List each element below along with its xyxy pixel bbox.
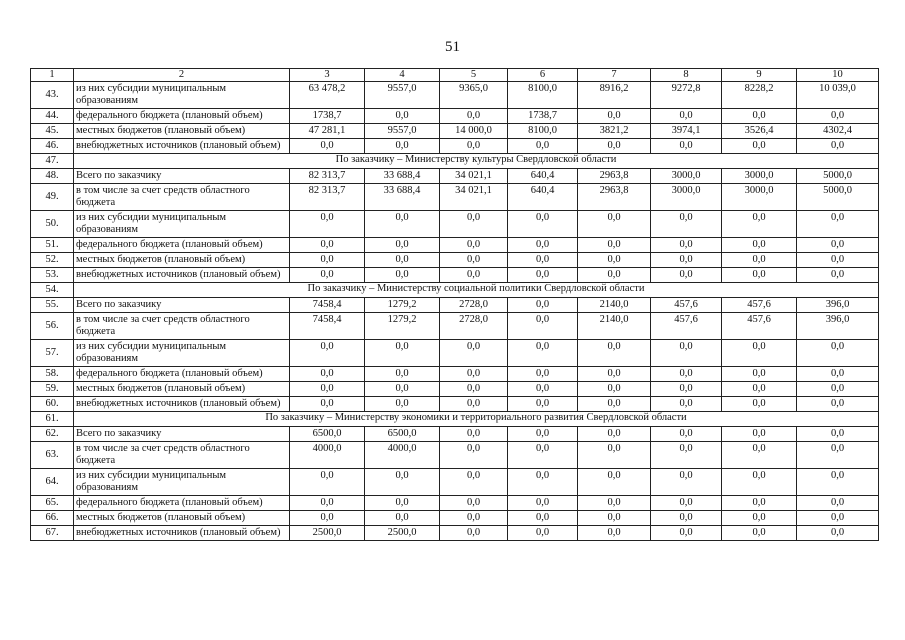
value-cell: 0,0 [578,253,651,268]
section-title: По заказчику – Министерству социальной политики Свердловской области [74,283,879,298]
row-label: внебюджетных источников (плановый объем) [74,268,290,283]
value-cell: 0,0 [508,397,578,412]
row-number: 44. [31,109,74,124]
row-label: местных бюджетов (плановый объем) [74,511,290,526]
value-cell: 33 688,4 [365,184,440,211]
value-cell: 0,0 [440,427,508,442]
value-cell: 0,0 [651,469,722,496]
value-cell: 0,0 [722,340,797,367]
value-cell: 0,0 [651,340,722,367]
value-cell: 0,0 [508,139,578,154]
value-cell: 0,0 [578,367,651,382]
value-cell: 0,0 [290,253,365,268]
value-cell: 2140,0 [578,313,651,340]
row-number: 57. [31,340,74,367]
row-label: федерального бюджета (плановый объем) [74,367,290,382]
table-row [31,313,879,340]
section-title: По заказчику – Министерству экономики и территориального развития Свердловской области [74,412,879,427]
row-label: федерального бюджета (плановый объем) [74,109,290,124]
row-number: 52. [31,253,74,268]
row-label: Всего по заказчику [74,427,290,442]
value-cell: 0,0 [578,268,651,283]
column-number: 10 [797,69,879,82]
value-cell: 0,0 [440,238,508,253]
value-cell: 4302,4 [797,124,879,139]
column-number: 8 [651,69,722,82]
value-cell: 3000,0 [651,184,722,211]
value-cell: 0,0 [440,268,508,283]
table-row [31,82,879,109]
row-number: 61. [31,412,74,427]
row-label: в том числе за счет средств областного бюджета [74,442,290,469]
value-cell: 396,0 [797,298,879,313]
value-cell: 0,0 [440,442,508,469]
value-cell: 8100,0 [508,124,578,139]
value-cell: 0,0 [508,367,578,382]
value-cell: 6500,0 [290,427,365,442]
row-number: 55. [31,298,74,313]
value-cell: 0,0 [651,238,722,253]
row-label: местных бюджетов (плановый объем) [74,253,290,268]
value-cell: 0,0 [651,526,722,541]
row-number: 50. [31,211,74,238]
value-cell: 9272,8 [651,82,722,109]
value-cell: 0,0 [290,211,365,238]
value-cell: 2963,8 [578,169,651,184]
value-cell: 0,0 [722,397,797,412]
table-row [31,367,879,382]
value-cell: 0,0 [290,511,365,526]
value-cell: 0,0 [440,526,508,541]
table-row [31,340,879,367]
value-cell: 0,0 [508,442,578,469]
value-cell: 0,0 [578,109,651,124]
value-cell: 34 021,1 [440,169,508,184]
table-row [31,469,879,496]
value-cell: 0,0 [722,268,797,283]
value-cell: 0,0 [290,340,365,367]
value-cell: 0,0 [440,469,508,496]
value-cell: 82 313,7 [290,184,365,211]
value-cell: 0,0 [508,526,578,541]
value-cell: 0,0 [508,268,578,283]
section-row [31,412,879,427]
value-cell: 0,0 [578,427,651,442]
table-row [31,526,879,541]
row-number: 56. [31,313,74,340]
value-cell: 0,0 [290,397,365,412]
value-cell: 2500,0 [365,526,440,541]
row-label: внебюджетных источников (плановый объем) [74,526,290,541]
table-row [31,109,879,124]
row-label: из них субсидии муниципальным образованиям [74,82,290,109]
value-cell: 7458,4 [290,313,365,340]
value-cell: 0,0 [578,139,651,154]
value-cell: 0,0 [797,139,879,154]
row-number: 67. [31,526,74,541]
value-cell: 6500,0 [365,427,440,442]
value-cell: 82 313,7 [290,169,365,184]
value-cell: 0,0 [578,511,651,526]
row-number: 51. [31,238,74,253]
value-cell: 0,0 [365,397,440,412]
value-cell: 1279,2 [365,313,440,340]
value-cell: 396,0 [797,313,879,340]
value-cell: 0,0 [440,211,508,238]
value-cell: 0,0 [508,511,578,526]
column-number: 5 [440,69,508,82]
value-cell: 0,0 [722,139,797,154]
table-row [31,397,879,412]
value-cell: 0,0 [508,238,578,253]
value-cell: 0,0 [578,238,651,253]
value-cell: 0,0 [290,367,365,382]
value-cell: 0,0 [797,211,879,238]
value-cell: 47 281,1 [290,124,365,139]
table-row [31,253,879,268]
value-cell: 0,0 [290,238,365,253]
value-cell: 0,0 [578,442,651,469]
row-label: Всего по заказчику [74,298,290,313]
value-cell: 457,6 [651,298,722,313]
value-cell: 0,0 [722,526,797,541]
column-number: 4 [365,69,440,82]
value-cell: 0,0 [578,340,651,367]
value-cell: 0,0 [508,496,578,511]
value-cell: 3974,1 [651,124,722,139]
value-cell: 0,0 [365,340,440,367]
value-cell: 0,0 [651,427,722,442]
value-cell: 0,0 [290,382,365,397]
value-cell: 5000,0 [797,169,879,184]
value-cell: 0,0 [722,367,797,382]
value-cell: 0,0 [722,442,797,469]
page-number: 51 [445,39,460,55]
value-cell: 0,0 [365,496,440,511]
row-label: из них субсидии муниципальным образованиям [74,211,290,238]
value-cell: 8228,2 [722,82,797,109]
row-label: местных бюджетов (плановый объем) [74,124,290,139]
table-row [31,238,879,253]
value-cell: 640,4 [508,169,578,184]
value-cell: 0,0 [722,211,797,238]
value-cell: 0,0 [508,211,578,238]
row-label: в том числе за счет средств областного бюджета [74,184,290,211]
value-cell: 0,0 [722,511,797,526]
table-row [31,442,879,469]
value-cell: 0,0 [722,109,797,124]
value-cell: 1279,2 [365,298,440,313]
value-cell: 0,0 [365,238,440,253]
value-cell: 0,0 [797,340,879,367]
value-cell: 0,0 [578,496,651,511]
table-body [31,82,879,541]
value-cell: 10 039,0 [797,82,879,109]
value-cell: 0,0 [440,397,508,412]
table-row [31,184,879,211]
value-cell: 0,0 [508,253,578,268]
value-cell: 0,0 [578,397,651,412]
table-row [31,211,879,238]
row-number: 64. [31,469,74,496]
value-cell: 0,0 [651,397,722,412]
value-cell: 0,0 [508,313,578,340]
value-cell: 0,0 [651,442,722,469]
value-cell: 0,0 [722,469,797,496]
row-label: Всего по заказчику [74,169,290,184]
value-cell: 0,0 [797,253,879,268]
row-label: внебюджетных источников (плановый объем) [74,139,290,154]
value-cell: 640,4 [508,184,578,211]
value-cell: 0,0 [440,367,508,382]
value-cell: 0,0 [290,496,365,511]
section-row [31,154,879,169]
table-row [31,268,879,283]
row-label: местных бюджетов (плановый объем) [74,382,290,397]
value-cell: 0,0 [797,397,879,412]
value-cell: 0,0 [722,382,797,397]
value-cell: 0,0 [722,238,797,253]
value-cell: 5000,0 [797,184,879,211]
row-number: 63. [31,442,74,469]
row-number: 53. [31,268,74,283]
table-row [31,382,879,397]
value-cell: 2728,0 [440,313,508,340]
row-number: 49. [31,184,74,211]
value-cell: 9365,0 [440,82,508,109]
value-cell: 0,0 [508,340,578,367]
row-number: 54. [31,283,74,298]
value-cell: 0,0 [508,298,578,313]
value-cell: 0,0 [365,367,440,382]
value-cell: 0,0 [651,253,722,268]
value-cell: 0,0 [290,469,365,496]
table-row [31,124,879,139]
row-number: 43. [31,82,74,109]
value-cell: 0,0 [651,382,722,397]
value-cell: 0,0 [440,253,508,268]
value-cell: 0,0 [508,427,578,442]
row-number: 48. [31,169,74,184]
value-cell: 0,0 [651,511,722,526]
value-cell: 0,0 [365,253,440,268]
value-cell: 0,0 [365,469,440,496]
value-cell: 457,6 [651,313,722,340]
value-cell: 0,0 [797,526,879,541]
value-cell: 0,0 [722,253,797,268]
budget-table [30,68,879,541]
value-cell: 0,0 [508,382,578,397]
row-number: 60. [31,397,74,412]
table-row [31,511,879,526]
value-cell: 0,0 [578,382,651,397]
value-cell: 0,0 [651,139,722,154]
row-number: 47. [31,154,74,169]
value-cell: 3526,4 [722,124,797,139]
value-cell: 457,6 [722,298,797,313]
value-cell: 0,0 [508,469,578,496]
value-cell: 34 021,1 [440,184,508,211]
value-cell: 0,0 [440,340,508,367]
table-row [31,139,879,154]
value-cell: 0,0 [797,427,879,442]
value-cell: 63 478,2 [290,82,365,109]
value-cell: 0,0 [797,469,879,496]
row-label: из них субсидии муниципальным образованиям [74,340,290,367]
value-cell: 0,0 [365,268,440,283]
value-cell: 3821,2 [578,124,651,139]
value-cell: 9557,0 [365,124,440,139]
value-cell: 0,0 [578,469,651,496]
section-row [31,283,879,298]
value-cell: 0,0 [797,238,879,253]
row-number: 62. [31,427,74,442]
value-cell: 1738,7 [290,109,365,124]
value-cell: 0,0 [651,109,722,124]
value-cell: 0,0 [440,382,508,397]
value-cell: 3000,0 [651,169,722,184]
table-row [31,298,879,313]
table-row [31,427,879,442]
value-cell: 0,0 [797,496,879,511]
column-number: 9 [722,69,797,82]
value-cell: 8100,0 [508,82,578,109]
value-cell: 0,0 [722,496,797,511]
value-cell: 0,0 [651,367,722,382]
value-cell: 0,0 [365,211,440,238]
row-label: федерального бюджета (плановый объем) [74,496,290,511]
value-cell: 33 688,4 [365,169,440,184]
value-cell: 2728,0 [440,298,508,313]
row-label: федерального бюджета (плановый объем) [74,238,290,253]
value-cell: 14 000,0 [440,124,508,139]
column-number-row [31,69,879,82]
column-number: 6 [508,69,578,82]
row-number: 66. [31,511,74,526]
value-cell: 0,0 [797,268,879,283]
table-row [31,169,879,184]
value-cell: 0,0 [440,511,508,526]
value-cell: 3000,0 [722,169,797,184]
value-cell: 8916,2 [578,82,651,109]
value-cell: 4000,0 [290,442,365,469]
value-cell: 0,0 [651,268,722,283]
value-cell: 0,0 [290,139,365,154]
section-title: По заказчику – Министерству культуры Свердловской области [74,154,879,169]
row-label: в том числе за счет средств областного бюджета [74,313,290,340]
table-row [31,496,879,511]
column-number: 1 [31,69,74,82]
value-cell: 0,0 [365,109,440,124]
row-number: 65. [31,496,74,511]
row-label: из них субсидии муниципальным образованиям [74,469,290,496]
value-cell: 0,0 [797,382,879,397]
value-cell: 2500,0 [290,526,365,541]
value-cell: 0,0 [440,109,508,124]
row-number: 59. [31,382,74,397]
value-cell: 0,0 [797,511,879,526]
value-cell: 0,0 [365,139,440,154]
value-cell: 0,0 [440,496,508,511]
row-label: внебюджетных источников (плановый объем) [74,397,290,412]
value-cell: 0,0 [797,109,879,124]
value-cell: 0,0 [651,496,722,511]
column-number: 2 [74,69,290,82]
value-cell: 2140,0 [578,298,651,313]
row-number: 58. [31,367,74,382]
value-cell: 0,0 [722,427,797,442]
value-cell: 1738,7 [508,109,578,124]
value-cell: 9557,0 [365,82,440,109]
value-cell: 0,0 [440,139,508,154]
value-cell: 0,0 [290,268,365,283]
value-cell: 4000,0 [365,442,440,469]
column-number: 7 [578,69,651,82]
column-number: 3 [290,69,365,82]
value-cell: 0,0 [365,382,440,397]
value-cell: 0,0 [578,211,651,238]
value-cell: 0,0 [797,367,879,382]
value-cell: 0,0 [365,511,440,526]
value-cell: 0,0 [578,526,651,541]
value-cell: 3000,0 [722,184,797,211]
value-cell: 0,0 [797,442,879,469]
value-cell: 0,0 [651,211,722,238]
value-cell: 2963,8 [578,184,651,211]
row-number: 46. [31,139,74,154]
value-cell: 457,6 [722,313,797,340]
value-cell: 7458,4 [290,298,365,313]
row-number: 45. [31,124,74,139]
